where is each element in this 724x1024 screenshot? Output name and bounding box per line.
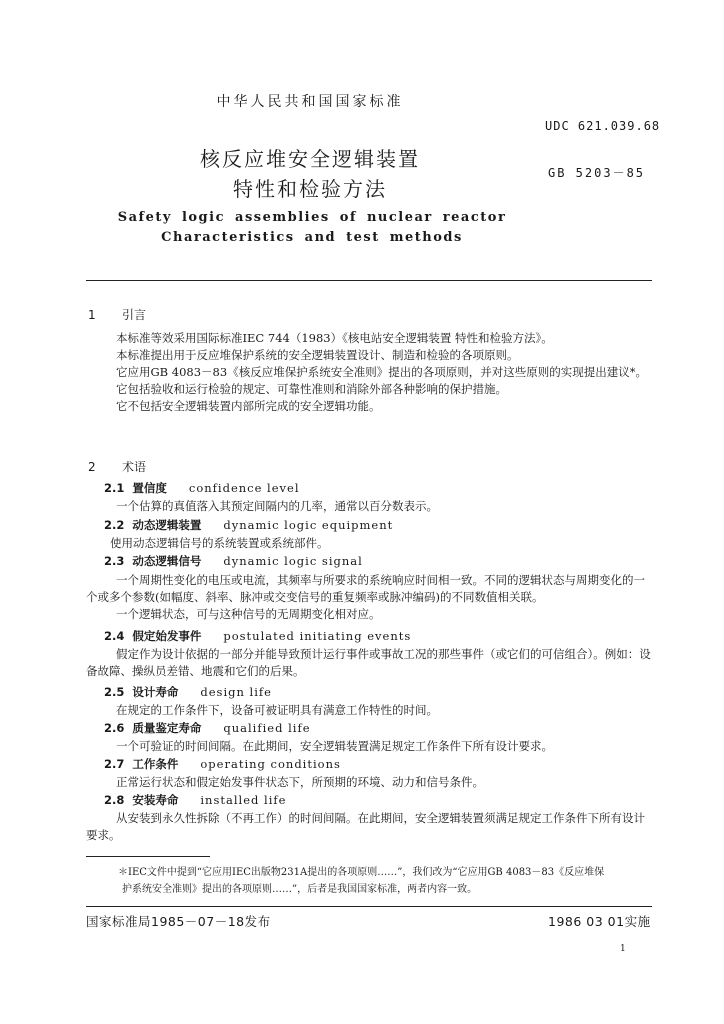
paragraph: 它不包括安全逻辑装置内部所完成的安全逻辑功能。 — [116, 399, 381, 413]
section-2-heading — [88, 458, 146, 475]
term-number: 2.6 — [104, 721, 125, 735]
definition-text: 假定作为设计依据的一部分并能导致预计运行事件或事故工况的那些事件（或它们的可信组合）。例如：设备故障、操纵员差错、地震和它们的后果。 — [86, 647, 651, 678]
term-number: 2.2 — [104, 518, 125, 532]
definition-text: 从安装到永久性拆除（不再工作）的时间间隔。在此期间，安全逻辑装置须满足规定工作条件下所有设计要求。 — [86, 811, 645, 842]
paragraph: 它包括验收和运行检验的规定、可靠性准则和消除外部各种影响的保护措施。 — [116, 382, 507, 396]
title-cn-line1: 核反应堆安全逻辑装置 — [200, 147, 420, 171]
definition-text: 一个可验证的时间间隔。在此期间，安全逻辑装置满足规定工作条件下所有设计要求。 — [116, 739, 553, 753]
definition-text: 一个估算的真值落入其预定间隔内的几率，通常以百分数表示。 — [116, 499, 438, 513]
term-number: 2.1 — [104, 481, 125, 495]
bottom-divider — [86, 906, 652, 907]
definition-text: 一个逻辑状态，可与这种信号的无周期变化相对应。 — [116, 607, 381, 621]
term-cn: 工作条件 — [132, 757, 179, 771]
term-2-4-definition — [86, 646, 652, 680]
term-en: dynamic logic equipment — [223, 518, 394, 532]
definition-text: 在规定的工作条件下，设备可被证明具有满意工作特性的时间。 — [116, 703, 438, 717]
gb-code: GB 5203－85 — [548, 166, 646, 180]
issue-date: 国家标准局1985－07－18发布 — [86, 914, 271, 929]
term-2-2-definition — [110, 535, 676, 552]
term-2-3 — [104, 553, 363, 569]
page-number: 1 — [620, 944, 626, 954]
paragraph: 它应用GB 4083－83《核反应堆保护系统安全准则》提出的各项原则，并对这些原则的实现提出建议*。 — [116, 365, 647, 379]
term-2-6-definition — [86, 738, 652, 755]
term-cn: 动态逻辑信号 — [132, 554, 202, 568]
section-title: 术语 — [122, 460, 147, 474]
term-2-3-definition — [86, 572, 652, 623]
udc-code: UDC 621.039.68 — [545, 119, 661, 133]
footnote-divider — [86, 856, 210, 857]
section-number: 2 — [88, 460, 96, 474]
term-cn: 安装寿命 — [132, 793, 179, 807]
term-en: installed life — [200, 793, 287, 807]
section-number: 1 — [88, 308, 96, 322]
term-2-2 — [104, 517, 393, 533]
term-en: postulated initiating events — [223, 629, 412, 643]
top-divider — [86, 280, 652, 281]
term-cn: 置信度 — [132, 481, 167, 495]
title-en-line2: Characteristics and test methods — [161, 230, 463, 245]
term-en: qualified life — [223, 721, 311, 735]
term-cn: 动态逻辑装置 — [132, 518, 202, 532]
title-cn-line2: 特性和检验方法 — [233, 177, 387, 201]
term-number: 2.3 — [104, 554, 125, 568]
definition-text: 使用动态逻辑信号的系统装置或系统部件。 — [110, 536, 329, 550]
term-cn: 质量鉴定寿命 — [132, 721, 202, 735]
term-en: confidence level — [188, 481, 300, 495]
term-2-8-definition — [86, 810, 652, 844]
title-en-line1: Safety logic assemblies of nuclear reactor — [117, 210, 507, 225]
term-2-6 — [104, 720, 311, 736]
definition-text: 正常运行状态和假定始发事件状态下，所预期的环境、动力和信号条件。 — [116, 775, 484, 789]
section-1-body — [86, 330, 652, 415]
footnote — [118, 864, 658, 898]
term-en: dynamic logic signal — [223, 554, 363, 568]
term-en: design life — [200, 685, 272, 699]
definition-text: 一个周期性变化的电压或电流，其频率与所要求的系统响应时间相一致。不同的逻辑状态与周期变化的一个或多个参数(如幅度、斜率、脉冲或交变信号的重复频率或脉冲编码)的不同数值相关联。 — [86, 573, 645, 604]
paragraph: 本标准提出用于反应堆保护系统的安全逻辑装置设计、制造和检验的各项原则。 — [116, 348, 519, 362]
term-2-1-definition — [86, 498, 652, 515]
term-2-5 — [104, 684, 272, 700]
term-number: 2.4 — [104, 629, 125, 643]
paragraph: 本标准等效采用国际标准IEC 744（1983）《核电站安全逻辑装置 特性和检验方法》。 — [116, 331, 553, 345]
term-cn: 设计寿命 — [132, 685, 179, 699]
section-1-heading — [88, 306, 146, 323]
standard-type-header: 中华人民共和国国家标准 — [216, 94, 404, 110]
term-number: 2.5 — [104, 685, 125, 699]
term-2-1 — [104, 480, 300, 496]
term-en: operating conditions — [200, 757, 341, 771]
implementation-date: 1986 03 01实施 — [548, 914, 651, 929]
term-number: 2.7 — [104, 757, 125, 771]
term-2-5-definition — [86, 702, 652, 719]
term-number: 2.8 — [104, 793, 125, 807]
term-2-7 — [104, 756, 341, 772]
footnote-line: 护系统安全准则》提出的各项原则……”，后者是我国国家标准，两者内容一致。 — [122, 884, 478, 895]
term-2-8 — [104, 792, 286, 808]
term-2-7-definition — [86, 774, 652, 791]
term-cn: 假定始发事件 — [132, 629, 202, 643]
footnote-line: ＊IEC文件中提到“它应用IEC出版物231A提出的各项原则……”，我们改为“它应用GB 4083－83《反应堆保 — [118, 867, 605, 878]
section-title: 引言 — [122, 308, 147, 322]
term-2-4 — [104, 628, 411, 644]
